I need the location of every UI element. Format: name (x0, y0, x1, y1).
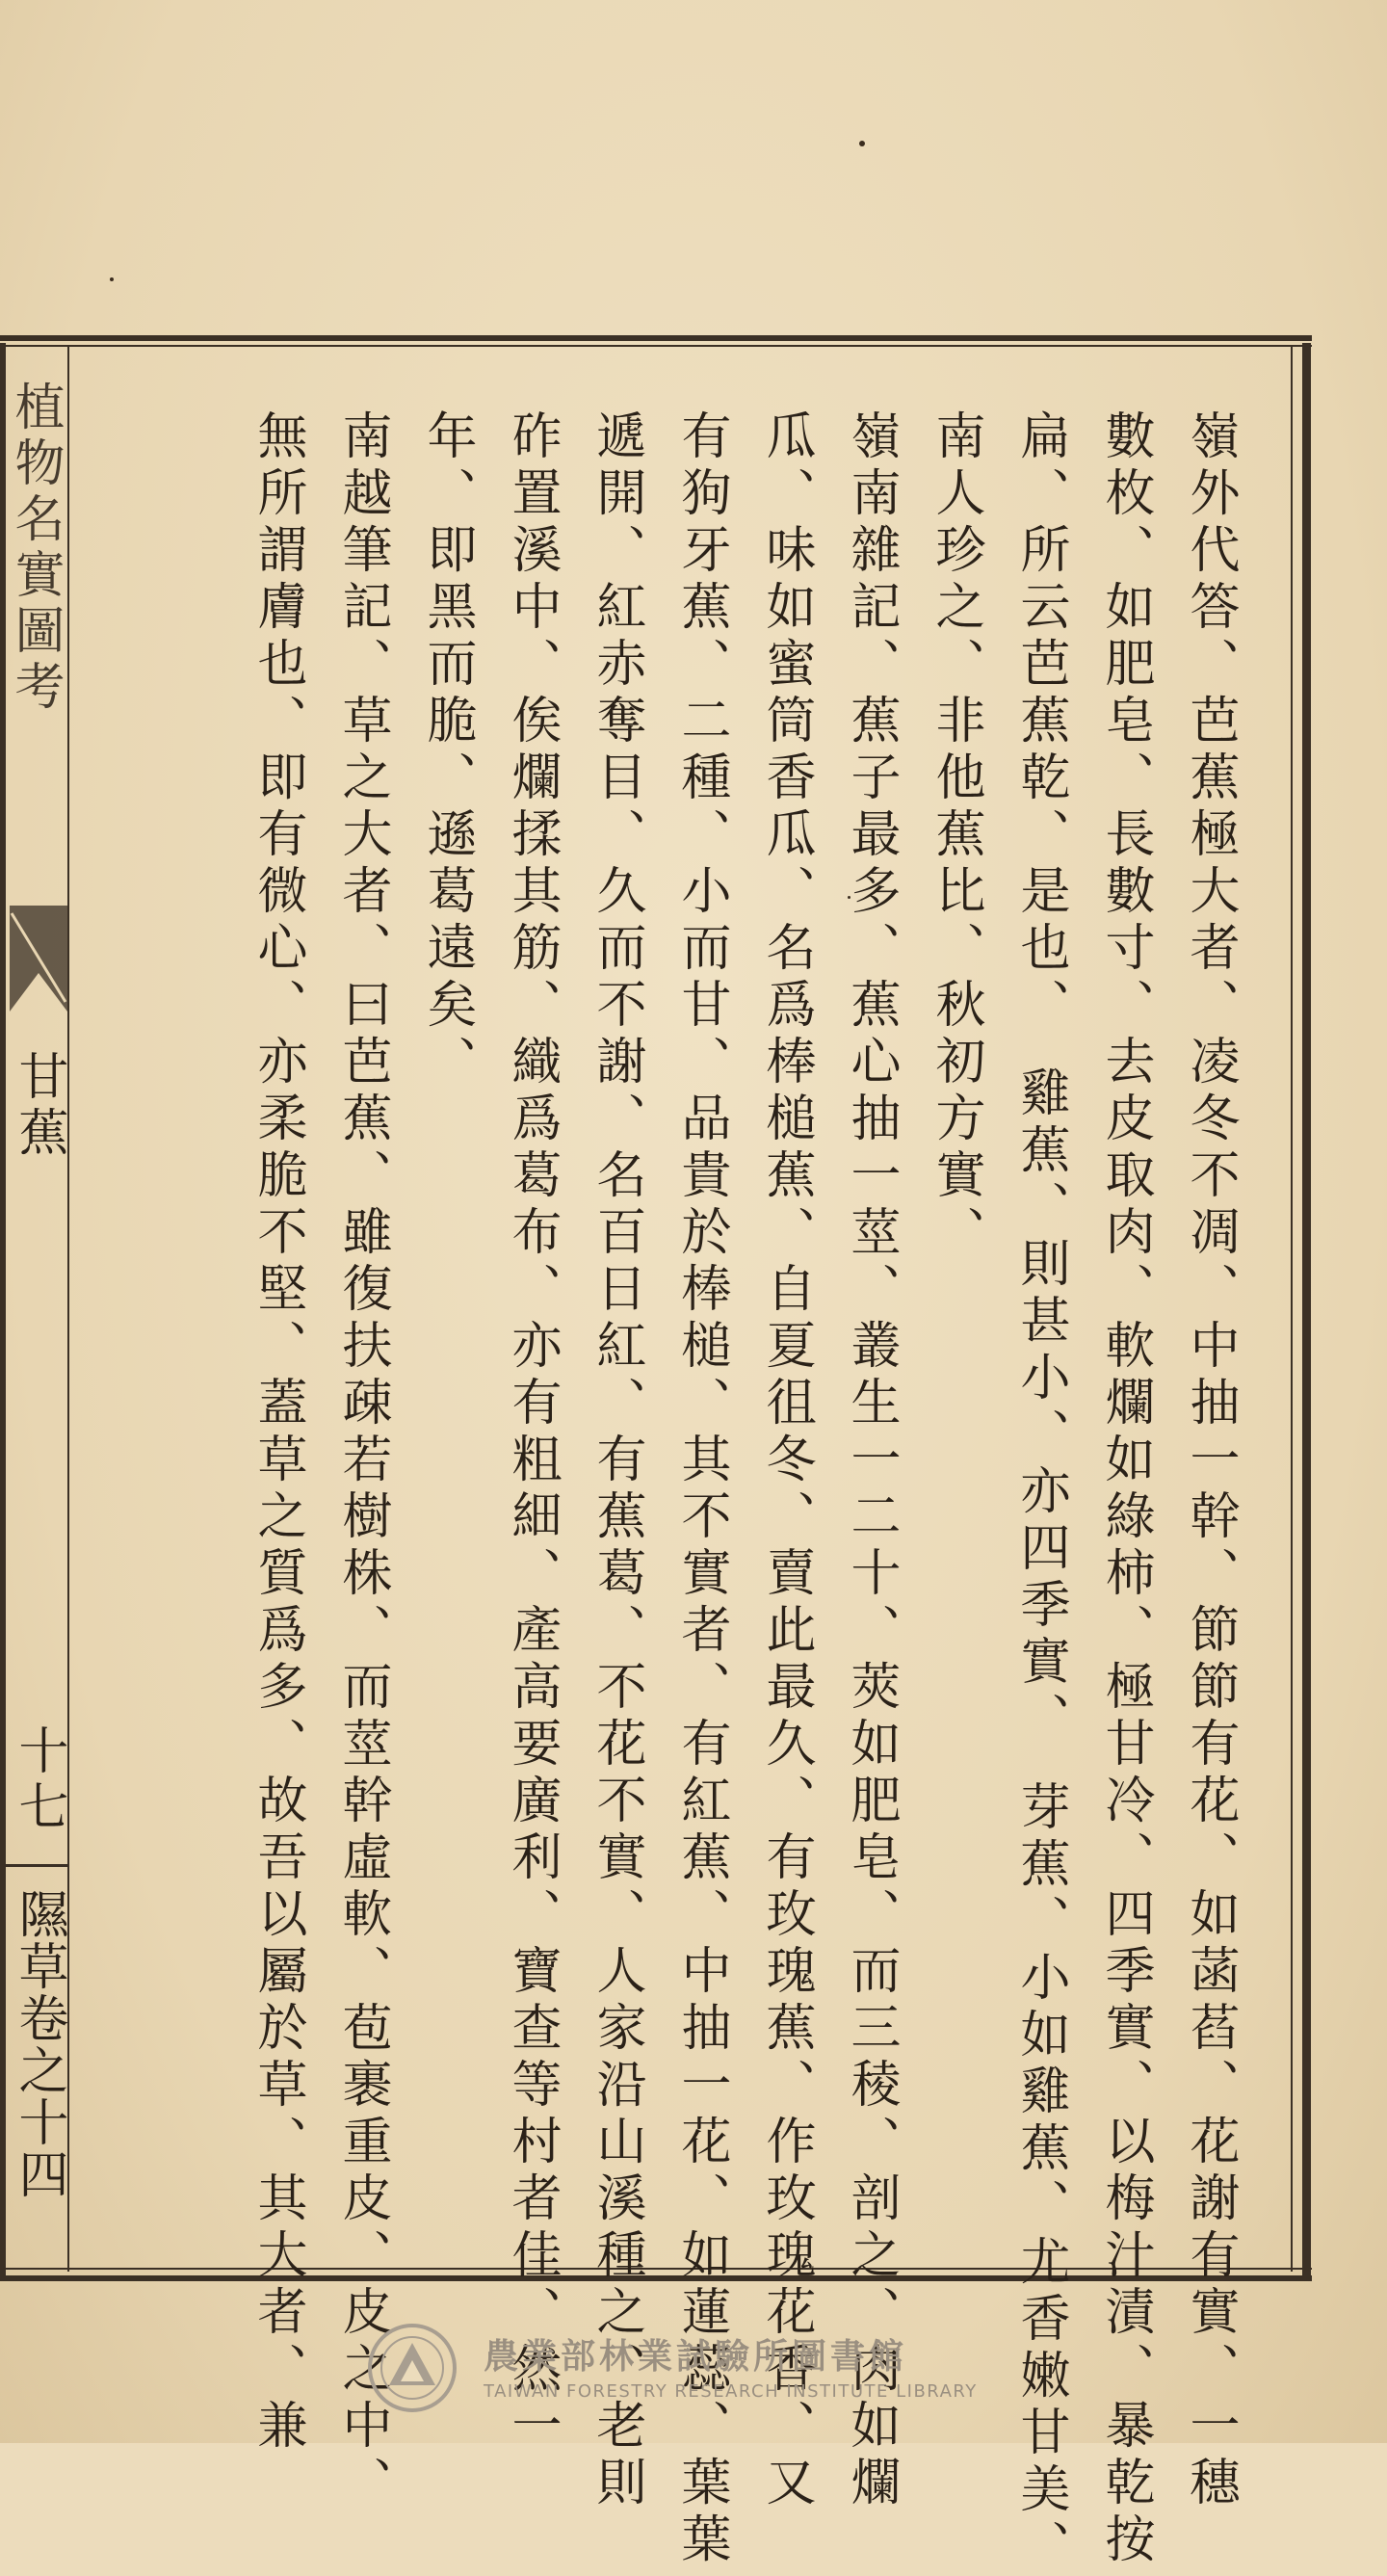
margin-volume: 隰草卷之十四 (10, 1888, 67, 2200)
library-name-chinese: 農業部林業試驗所圖書館 (484, 2337, 908, 2377)
text-column: 瓜、味如蜜筒香瓜、名爲棒槌蕉、自夏徂冬、賣此最久、有玫瑰蕉、作玫瑰花香、又 (757, 409, 815, 2512)
margin-section: 甘蕉 (10, 1050, 67, 1162)
ink-speck (110, 277, 114, 281)
text-column: 扁、所云芭蕉乾、是也、 雞蕉、則甚小、亦四季實、 芽蕉、小如雞蕉、尤香嫩甘美、 (1011, 409, 1069, 2576)
text-column: 無所謂膚也、即有微心、亦柔脆不堅、蓋草之質爲多、故吾以屬於草、其大者、兼 (249, 409, 306, 2456)
text-column: 南越筆記、草之大者、曰芭蕉、雖復扶疎若樹株、而莖幹虛軟、苞裹重皮、皮之中、 (333, 409, 391, 2512)
ink-speck (859, 141, 865, 146)
margin-divider (0, 1864, 67, 1867)
frame-border-top-inner (0, 345, 1312, 347)
library-name-english: TAIWAN FORESTRY RESEARCH INSTITUTE LIBRARY (484, 2381, 978, 2402)
frame-border-right (1302, 343, 1311, 2279)
text-column: 嶺外代答、芭蕉極大者、凌冬不凋、中抽一幹、節節有花、如菡萏、花謝有實、一穗 (1181, 409, 1239, 2512)
margin-book-title: 植物名實圖考 (6, 381, 64, 716)
frame-border-top (0, 335, 1312, 341)
text-column: 遞開、紅赤奪目、久而不謝、名百日紅、有蕉葛、不花不實、人家沿山溪種之、老則 (588, 409, 645, 2512)
text-column: 年、即黑而脆、遜葛遠矣、 (418, 409, 476, 1091)
frame-border-fold (67, 347, 69, 2272)
text-column: 嶺南雜記、蕉子最多、蕉心抽一莖、叢生一二十、莢如肥皂、而三稜、剖之、肉如爛 (842, 409, 900, 2512)
text-column: 數枚、如肥皂、長數寸、去皮取肉、軟爛如綠柿、極甘冷、四季實、以梅汁漬、暴乾按 (1096, 409, 1154, 2569)
text-column: 有狗牙蕉、二種、小而甘、品貴於棒槌、其不實者、有紅蕉、中抽一花、如蓮蕊、葉葉 (672, 409, 730, 2569)
text-column: 砟置溪中、俟爛揉其筋、織爲葛布、亦有粗細、產高要廣利、寶查等村者佳、然一 (503, 409, 561, 2456)
margin-page-number: 十七 (10, 1724, 67, 1836)
frame-border-right-inner (1291, 347, 1293, 2272)
fishtail-mark (10, 906, 67, 1012)
library-stamp (366, 2322, 1040, 2418)
text-column: 南人珍之、非他蕉比、秋初方實、 (927, 409, 984, 1262)
library-seal-icon (366, 2322, 458, 2414)
